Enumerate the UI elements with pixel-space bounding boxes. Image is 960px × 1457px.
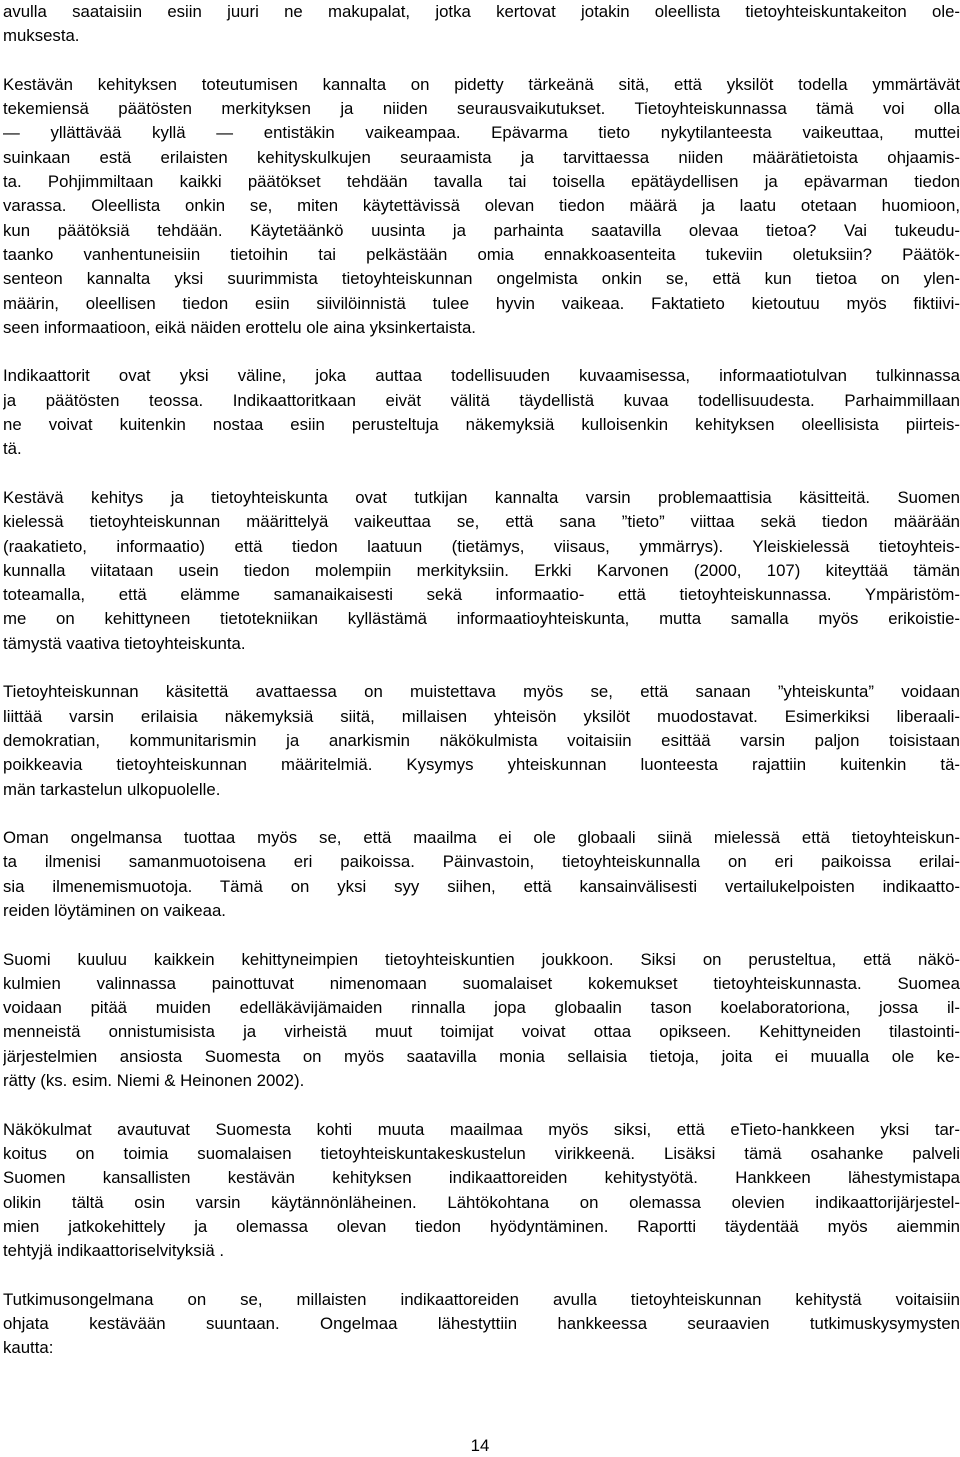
text-line: menneistä onnistumisista ja virheistä muut toimijat voivat ottaa opikseen. Kehittyneiden tilastointi- (3, 1022, 960, 1042)
text-line: ta. Pohjimmiltaan kaikki päätökset tehdään tavalla tai toisella epätäydellisen ja epävarman tiedon (3, 172, 960, 192)
paragraph-gap (3, 340, 960, 364)
text-line: tekemiensä päätösten merkityksen ja niiden seurausvaikutukset. Tietoyhteiskunnassa tämä voi olla (3, 99, 960, 119)
paragraph-research-problem (3, 1288, 960, 1361)
text-line: Kestävän kehityksen toteutumisen kannalta on pidetty tärkeänä sitä, että yksilöt todella ymmärtävät (3, 74, 960, 94)
document-page (3, 0, 960, 1361)
text-line: kautta: (3, 1338, 54, 1358)
text-line: Tietoyhteiskunnan käsitettä avattaessa on muistettava myös se, että sanaan ”yhteiskunta” voidaan (3, 682, 960, 702)
text-line: olikin tältä osin varsin käytännönläheinen. Lähtökohtana on olemassa olevien indikaattorijärjestel- (3, 1192, 960, 1212)
paragraph-finland (3, 948, 960, 1094)
text-line: (raakatieto, informaatio) että tiedon laatuun (tietämys, viisaus, ymmärrys). Yleiskielessä tietoyhteis- (3, 536, 960, 556)
text-line: Näkökulmat avautuvat Suomesta kohti muuta maailmaa myös siksi, että eTieto-hankkeen yksi tar- (3, 1119, 960, 1139)
text-line: muksesta. (3, 26, 80, 46)
text-line: tä. (3, 439, 22, 459)
paragraph-global-problem (3, 826, 960, 923)
text-line: voidaan pitää muiden edelläkävijämaiden rinnalla jopa globaalin tason koelaboratoriona, jossa il- (3, 998, 960, 1018)
paragraph-gap (3, 656, 960, 680)
paragraph-concepts (3, 486, 960, 656)
text-line: seen informaatioon, eikä näiden erottelu ole aina yksinkertaista. (3, 317, 476, 337)
text-line: Suomen kansallisten kestävän kehityksen indikaattoreiden kehitystyötä. Hankkeen lähestymistapa (3, 1168, 960, 1188)
text-line: kulmien valinnassa painottuvat nimenomaan suomalaiset kokemukset tietoyhteiskunnasta. Suomea (3, 973, 960, 993)
text-line: demokratian, kommunitarismin ja anarkismin näkökulmista voitaisiin esittää varsin paljon toisistaan (3, 730, 960, 750)
text-line: reiden löytäminen on vaikeaa. (3, 900, 226, 920)
text-line: Tutkimusongelmana on se, millaisten indikaattoreiden avulla tietoyhteiskunnan kehitystä voitaisiin (3, 1289, 960, 1309)
text-line: mien jatkokehittely ja olemassa olevan tiedon hyödyntäminen. Raportti täydentää myös aiemmin (3, 1216, 960, 1236)
text-line: ta ilmenisi samanmuotoisena eri paikoissa. Päinvastoin, tietoyhteiskunnalla on eri paikoissa erilai- (3, 852, 960, 872)
text-line: ja päätösten teossa. Indikaattoritkaan eivät välitä täydellistä kuvaa todellisuudesta. Parhaimmillaan (3, 390, 960, 410)
paragraph-intro-continuation (3, 0, 960, 49)
text-line: tämystä vaativa tietoyhteiskunta. (3, 633, 246, 653)
text-line: tehtyjä indikaattoriselvityksiä . (3, 1241, 225, 1261)
paragraph-gap (3, 802, 960, 826)
text-line: män tarkastelun ulkopuolelle. (3, 779, 221, 799)
text-line: sia ilmenemismuotoja. Tämä on yksi syy siihen, että kansainvälisesti vertailukelpoisten indikaatto- (3, 876, 960, 896)
text-line: Indikaattorit ovat yksi väline, joka auttaa todellisuuden kuvaamisessa, informaatiotulvan tulkinnassa (3, 366, 960, 386)
text-line: — yllättävää kyllä — entistäkin vaikeampaa. Epävarma tieto nykytilanteesta vaikeuttaa, muttei (3, 123, 960, 143)
text-line: liittää varsin erilaisia näkemyksiä siitä, millaisen yhteisön yksilöt muodostavat. Esimerkiksi liberaali- (3, 706, 960, 726)
paragraph-gap (3, 1093, 960, 1117)
text-line: avulla saataisiin esiin juuri ne makupalat, jotka kertovat jotakin oleellista tietoyhteiskuntakeiton ole- (3, 2, 960, 21)
text-line: senteon kannalta yksi suurimmista tietoyhteiskunnan ongelmista onkin se, että kun tietoa on ylen- (3, 269, 960, 289)
text-line: määrin, oleellisen tiedon esiin siivilöinnistä tulee hyvin vaikeaa. Faktatieto kietoutuu myös fiktiivi- (3, 293, 960, 313)
text-line: taanko vanhentuneisiin tietoihin tai pelkästään omia ennakkoasenteita tukeviin oletuksiin? Päätök- (3, 244, 960, 264)
text-line: toteamalla, että elämme samanaikaisesti sekä informaatio- että tietoyhteiskunnassa. Ympäristöm- (3, 585, 960, 605)
paragraph-indicators (3, 364, 960, 461)
text-line: ne voivat kuitenkin nostaa esiin perusteltuja näkemyksiä kulloisenkin kehityksen oleellisista piirteis- (3, 415, 960, 435)
text-line: suinkaan estä erilaisten kehityskulkujen seuraamista ja tarvittaessa niiden määrätietoista ohjaamis- (3, 147, 960, 167)
paragraph-society-concept (3, 680, 960, 801)
text-line: Kestävä kehitys ja tietoyhteiskunta ovat tutkijan kannalta varsin problemaattisia käsitteitä. Suomen (3, 487, 960, 507)
text-line: Suomi kuuluu kaikkein kehittyneimpien tietoyhteiskuntien joukkoon. Siksi on perusteltua, että näkö- (3, 949, 960, 969)
text-line: kun päätöksiä tehdään. Käytetäänkö uusinta ja parhainta saatavilla olevaa tietoa? Vai tukeudu- (3, 220, 960, 240)
text-line: Oman ongelmansa tuottaa myös se, että maailma ei ole globaali siinä mielessä että tietoyhteiskun- (3, 828, 960, 848)
text-line: poikkeavia tietoyhteiskunnan määritelmiä. Kysymys yhteiskunnan luonteesta rajattiin kuitenkin tä- (3, 755, 960, 775)
text-line: rätty (ks. esim. Niemi & Heinonen 2002). (3, 1071, 305, 1091)
paragraph-gap (3, 1263, 960, 1287)
text-line: kunnalla viitataan usein tiedon molempiin merkityksiin. Erkki Karvonen (2000, 107) kiteyttää tämän (3, 560, 960, 580)
text-line: me on kehittyneen tietotekniikan kyllästämä informaatioyhteiskunta, mutta samalla myös erikoistie- (3, 609, 960, 629)
paragraph-gap (3, 462, 960, 486)
paragraph-sustainable-decisions (3, 73, 960, 340)
text-line: ohjata kestävään suuntaan. Ongelmaa lähestyttiin hankkeessa seuraavien tutkimuskysymysten (3, 1314, 960, 1334)
text-line: varassa. Oleellista onkin se, miten käytettävissä olevan tiedon määrä ja laatu otetaan huomioon, (3, 196, 960, 216)
paragraph-gap (3, 49, 960, 73)
paragraph-perspectives (3, 1118, 960, 1264)
page-number: 14 (470, 1436, 490, 1455)
text-line: järjestelmien ansiosta Suomesta on myös saatavilla monia sellaisia tietoja, joita ei muualla ole ke- (3, 1046, 960, 1066)
text-line: koitus on toimia suomalaisen tietoyhteiskuntakeskustelun virikkeenä. Lisäksi tämä osahanke palveli (3, 1143, 960, 1163)
paragraph-gap (3, 923, 960, 947)
text-line: kielessä tietoyhteiskunnan määrittelyä vaikeuttaa se, että sana ”tieto” viittaa sekä tiedon määrään (3, 512, 960, 532)
